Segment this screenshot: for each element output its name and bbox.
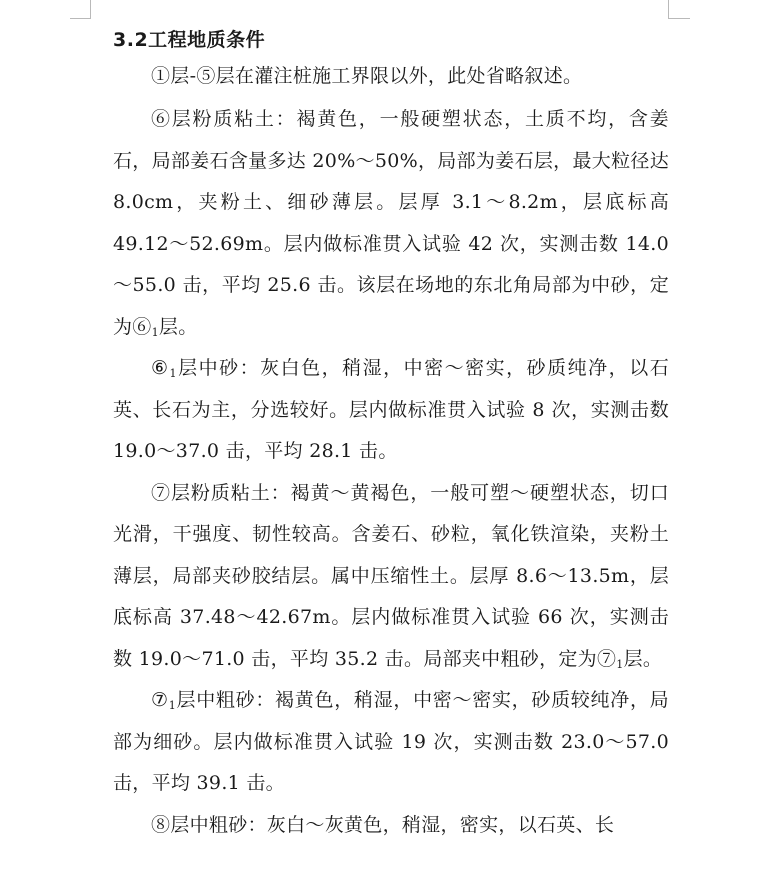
paragraph-text: 层。 [623,647,663,670]
paragraph-layer-6-1[interactable] [113,348,669,473]
crop-mark-right-horizontal [668,18,690,19]
paragraph-text: ①层-⑤层在灌注桩施工界限以外，此处省略叙述。 [151,65,583,87]
paragraph-layers-1-5[interactable] [113,59,669,93]
section-heading: 3.2工程地质条件 [113,29,266,51]
crop-mark-left-horizontal [70,18,91,19]
document-page [113,26,669,846]
paragraph-layer-7-1[interactable] [113,680,669,805]
paragraph-layer-6[interactable] [113,99,669,348]
paragraph-text: ⑦层粉质粘土：褐黄～黄褐色，一般可塑～硬塑状态，切口光滑，干强度、韧性较高。含姜石、砂粒，氧化铁渲染，夹粉土薄层，局部夹砂胶结层。属中压缩性土。层厚 8.6～13.5m，层底标高 37.48～42.67m。层内做标准贯入试验 66 次，实测击数 19.0～71.0 击，平均 35.2 击。局部夹中粗砂，定为⑦ [113,481,669,670]
paragraph-layer-8[interactable] [113,805,669,847]
crop-mark-right-vertical [668,0,669,19]
paragraph-text: ⑧层中粗砂：灰白～灰黄色，稍湿，密实，以石英、长 [151,813,615,836]
paragraph-text: ⑥ [151,357,170,379]
paragraph-layer-7[interactable] [113,473,669,681]
paragraph-text: 层。 [158,315,198,338]
paragraph-text: 层中粗砂：褐黄色，稍湿，中密～密实，砂质较纯净，局部为细砂。层内做标准贯入试验 19 次，实测击数 23.0～57.0 击，平均 39.1 击。 [113,689,669,794]
paragraph-text: ⑥层粉质粘土：褐黄色，一般硬塑状态，土质不均，含姜石，局部姜石含量多达 20%～50%，局部为姜石层，最大粒径达 8.0cm，夹粉土、细砂薄层。层厚 3.1～8.2m，层底标高 49.12～52.69m。层内做标准贯入试验 42 次，实测击数 14.0～55.0 击，平均 25.6 击。该层在场地的东北角局部为中砂，定为⑥ [113,108,669,338]
layer-subscript: 1 [169,367,177,380]
crop-mark-left-vertical [90,0,91,19]
paragraph-text: 层中砂：灰白色，稍湿，中密～密实，砂质纯净，以石英、长石为主，分选较好。层内做标准贯入试验 8 次，实测击数 19.0～37.0 击，平均 28.1 击。 [113,357,669,462]
paragraph-text: ⑦ [151,689,169,711]
layer-subscript: 1 [151,325,159,339]
layer-subscript: 1 [168,699,177,712]
layer-subscript: 1 [616,657,624,671]
